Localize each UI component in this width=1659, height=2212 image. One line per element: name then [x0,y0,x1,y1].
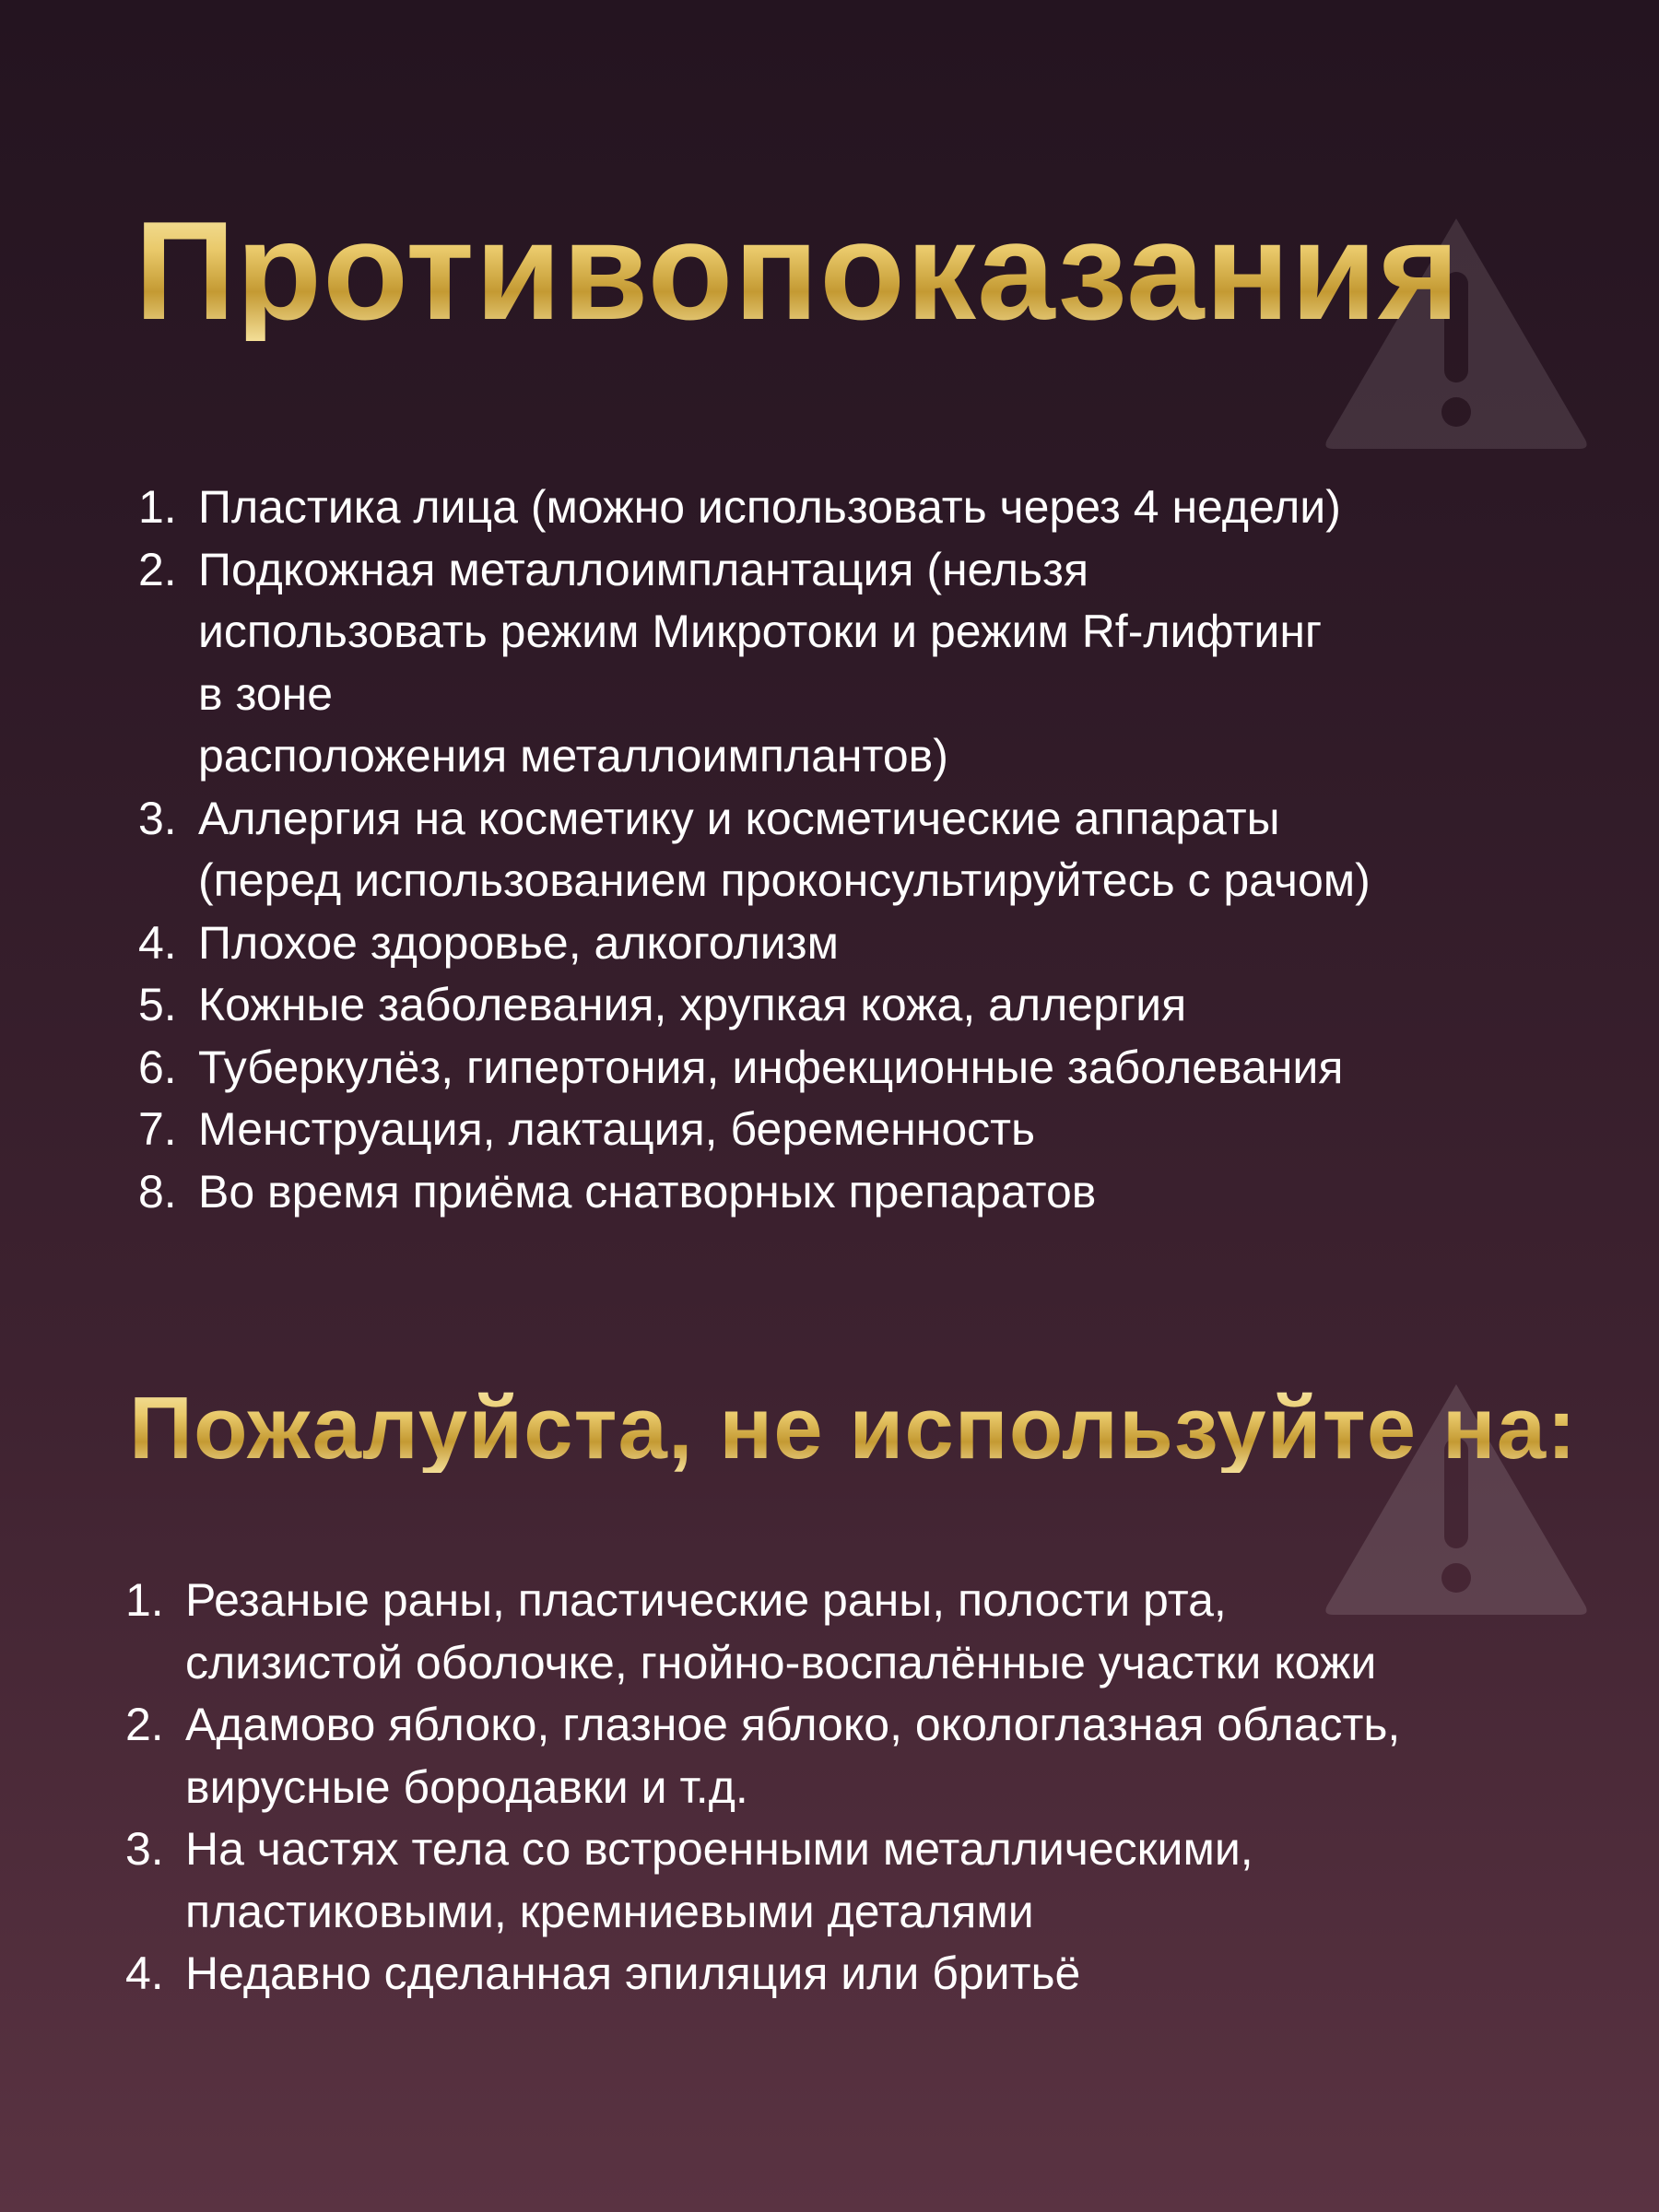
list-item [138,539,1539,788]
item-number: 6. [138,1041,177,1093]
item-text: использовать режим Микротоки и режим Rf-лифтинг [198,606,1323,657]
item-text: Менструация, лактация, беременность [198,1103,1036,1155]
item-number: 3. [125,1823,164,1875]
item-number: 7. [138,1103,177,1155]
item-text: Пластика лица (можно использовать через 4 недели) [198,481,1341,533]
list-item [138,1099,1539,1161]
list-item [125,1818,1563,1943]
item-text: Туберкулёз, гипертония, инфекционные заболевания [198,1041,1344,1093]
item-number: 1. [125,1574,164,1626]
item-number: 4. [125,1947,164,1999]
item-text: Недавно сделанная эпиляция или бритьё [185,1947,1081,1999]
item-number: 1. [138,481,177,533]
item-text: Аллергия на косметику и косметические аппараты [198,792,1280,844]
section-title-do-not-use: Пожалуйста, не используйте на: [129,1379,1578,1477]
item-text: слизистой оболочке, гнойно-воспалённые участки кожи [185,1636,1377,1688]
item-text: пластиковыми, кремниевыми деталями [185,1885,1034,1937]
item-text: расположения металлоимплантов) [198,730,948,782]
list-item [138,477,1539,539]
list-item [138,974,1539,1037]
list-item [125,1943,1563,2006]
item-text: Плохое здоровье, алкоголизм [198,916,839,969]
section-title-contraindications: Противопоказания [135,193,1461,349]
item-number: 3. [138,792,177,844]
item-text: Во время приёма снатворных препаратов [198,1165,1097,1218]
item-text: Подкожная металлоимплантация (нельзя [198,543,1089,595]
item-text: в зоне [198,667,334,720]
item-text: На частях тела со встроенными металлическими, [185,1823,1253,1875]
contraindications-list [138,477,1539,1223]
item-text: Адамово яблоко, глазное яблоко, окологлазная область, [185,1699,1401,1750]
item-text: вирусные бородавки и т.д. [185,1760,748,1813]
item-text: Кожные заболевания, хрупкая кожа, аллергия [198,979,1187,1030]
item-text: Резаные раны, пластические раны, полости рта, [185,1574,1227,1626]
list-item [138,1037,1539,1100]
item-text: (перед использованием проконсультируйтесь с рачом) [198,854,1371,906]
item-number: 5. [138,979,177,1030]
list-item [138,788,1539,912]
item-number: 8. [138,1165,177,1218]
item-number: 2. [125,1699,164,1750]
item-number: 4. [138,916,177,969]
do-not-use-list [125,1570,1563,2006]
list-item [138,1161,1539,1224]
list-item [138,912,1539,975]
list-item [125,1570,1563,1694]
list-item [125,1694,1563,1818]
item-number: 2. [138,543,177,595]
